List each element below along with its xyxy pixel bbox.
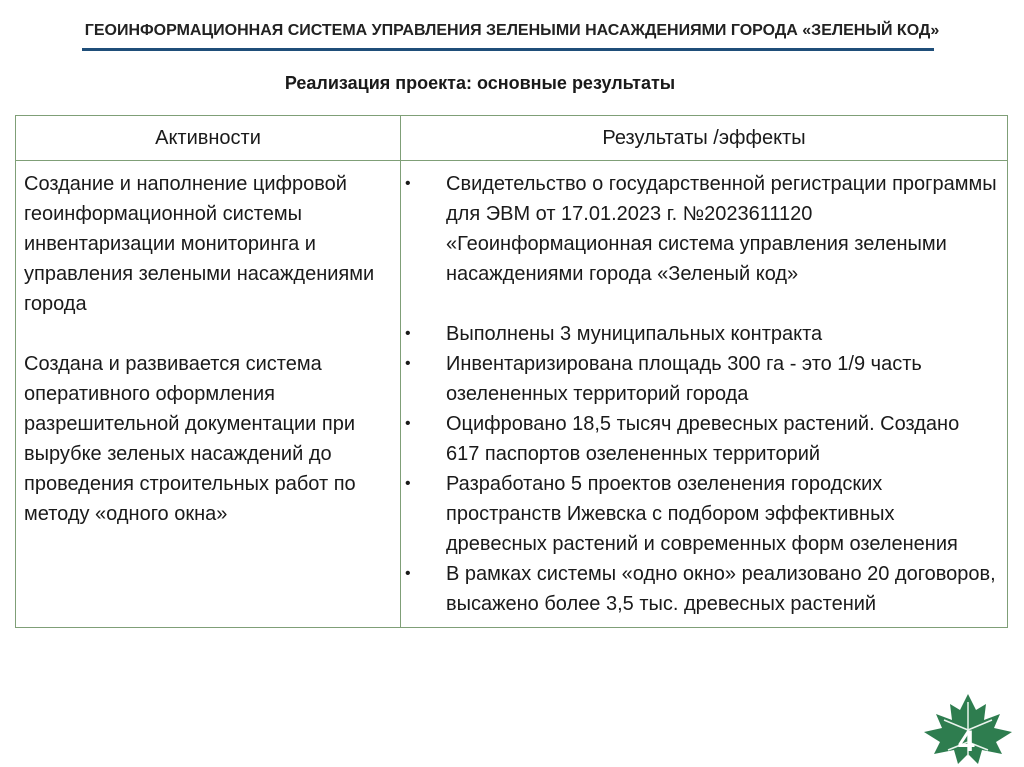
effect-item	[401, 559, 997, 619]
results-table	[15, 115, 1008, 628]
title-divider	[82, 48, 934, 51]
effect-item	[401, 409, 997, 469]
slide-subtitle: Реализация проекта: основные результаты	[284, 73, 676, 93]
table-header-row	[16, 116, 1008, 161]
bullet-icon: •	[405, 565, 411, 582]
effect-item	[401, 169, 997, 289]
effect-item	[401, 469, 997, 559]
effect-text: В рамках системы «одно окно» реализовано 20 договоров, высажено более 3,5 тыс. древесных растений	[446, 563, 996, 615]
column-header-effects: Результаты /эффекты	[401, 116, 1008, 161]
bullet-icon: •	[405, 325, 411, 342]
effect-item	[401, 349, 997, 409]
bullet-icon: •	[405, 475, 411, 492]
page-number: 4	[958, 725, 975, 758]
effect-item	[401, 319, 997, 349]
page-title: ГЕОИНФОРМАЦИОННАЯ СИСТЕМА УПРАВЛЕНИЯ ЗЕЛЕНЫМИ НАСАЖДЕНИЯМИ ГОРОДА «ЗЕЛЕНЫЙ КОД»	[84, 22, 940, 39]
activities-cell	[16, 161, 401, 628]
activity-item: Создана и развивается система оперативного оформления разрешительной документации при вырубке зеленых насаждений до проведения строительных работ по методу «одного окна»	[24, 353, 356, 525]
bullet-icon: •	[405, 355, 411, 372]
effects-list	[401, 169, 997, 619]
activity-item: Создание и наполнение цифровой геоинформационной системы инвентаризации мониторинга и управления зелеными насаждениями города	[24, 173, 375, 315]
effects-cell	[401, 161, 1008, 628]
effect-text: Оцифровано 18,5 тысяч древесных растений. Создано 617 паспортов озелененных территорий	[446, 413, 960, 465]
bullet-icon: •	[405, 415, 411, 432]
bullet-icon: •	[405, 175, 411, 192]
effect-text: Свидетельство о государственной регистрации программы для ЭВМ от 17.01.2023 г. №2023611120 «Геоинформационная система управления зелеными насаждениями города «Зеленый код»	[446, 173, 997, 285]
column-header-activities: Активности	[16, 116, 401, 161]
table-row	[16, 161, 1008, 628]
effect-text: Инвентаризирована площадь 300 га - это 1/9 часть озелененных территорий города	[446, 353, 922, 405]
effect-text: Разработано 5 проектов озеленения городских пространств Ижевска с подбором эффективных древесных растений и современных форм озеленения	[446, 473, 958, 555]
effect-text: Выполнены 3 муниципальных контракта	[446, 323, 823, 345]
